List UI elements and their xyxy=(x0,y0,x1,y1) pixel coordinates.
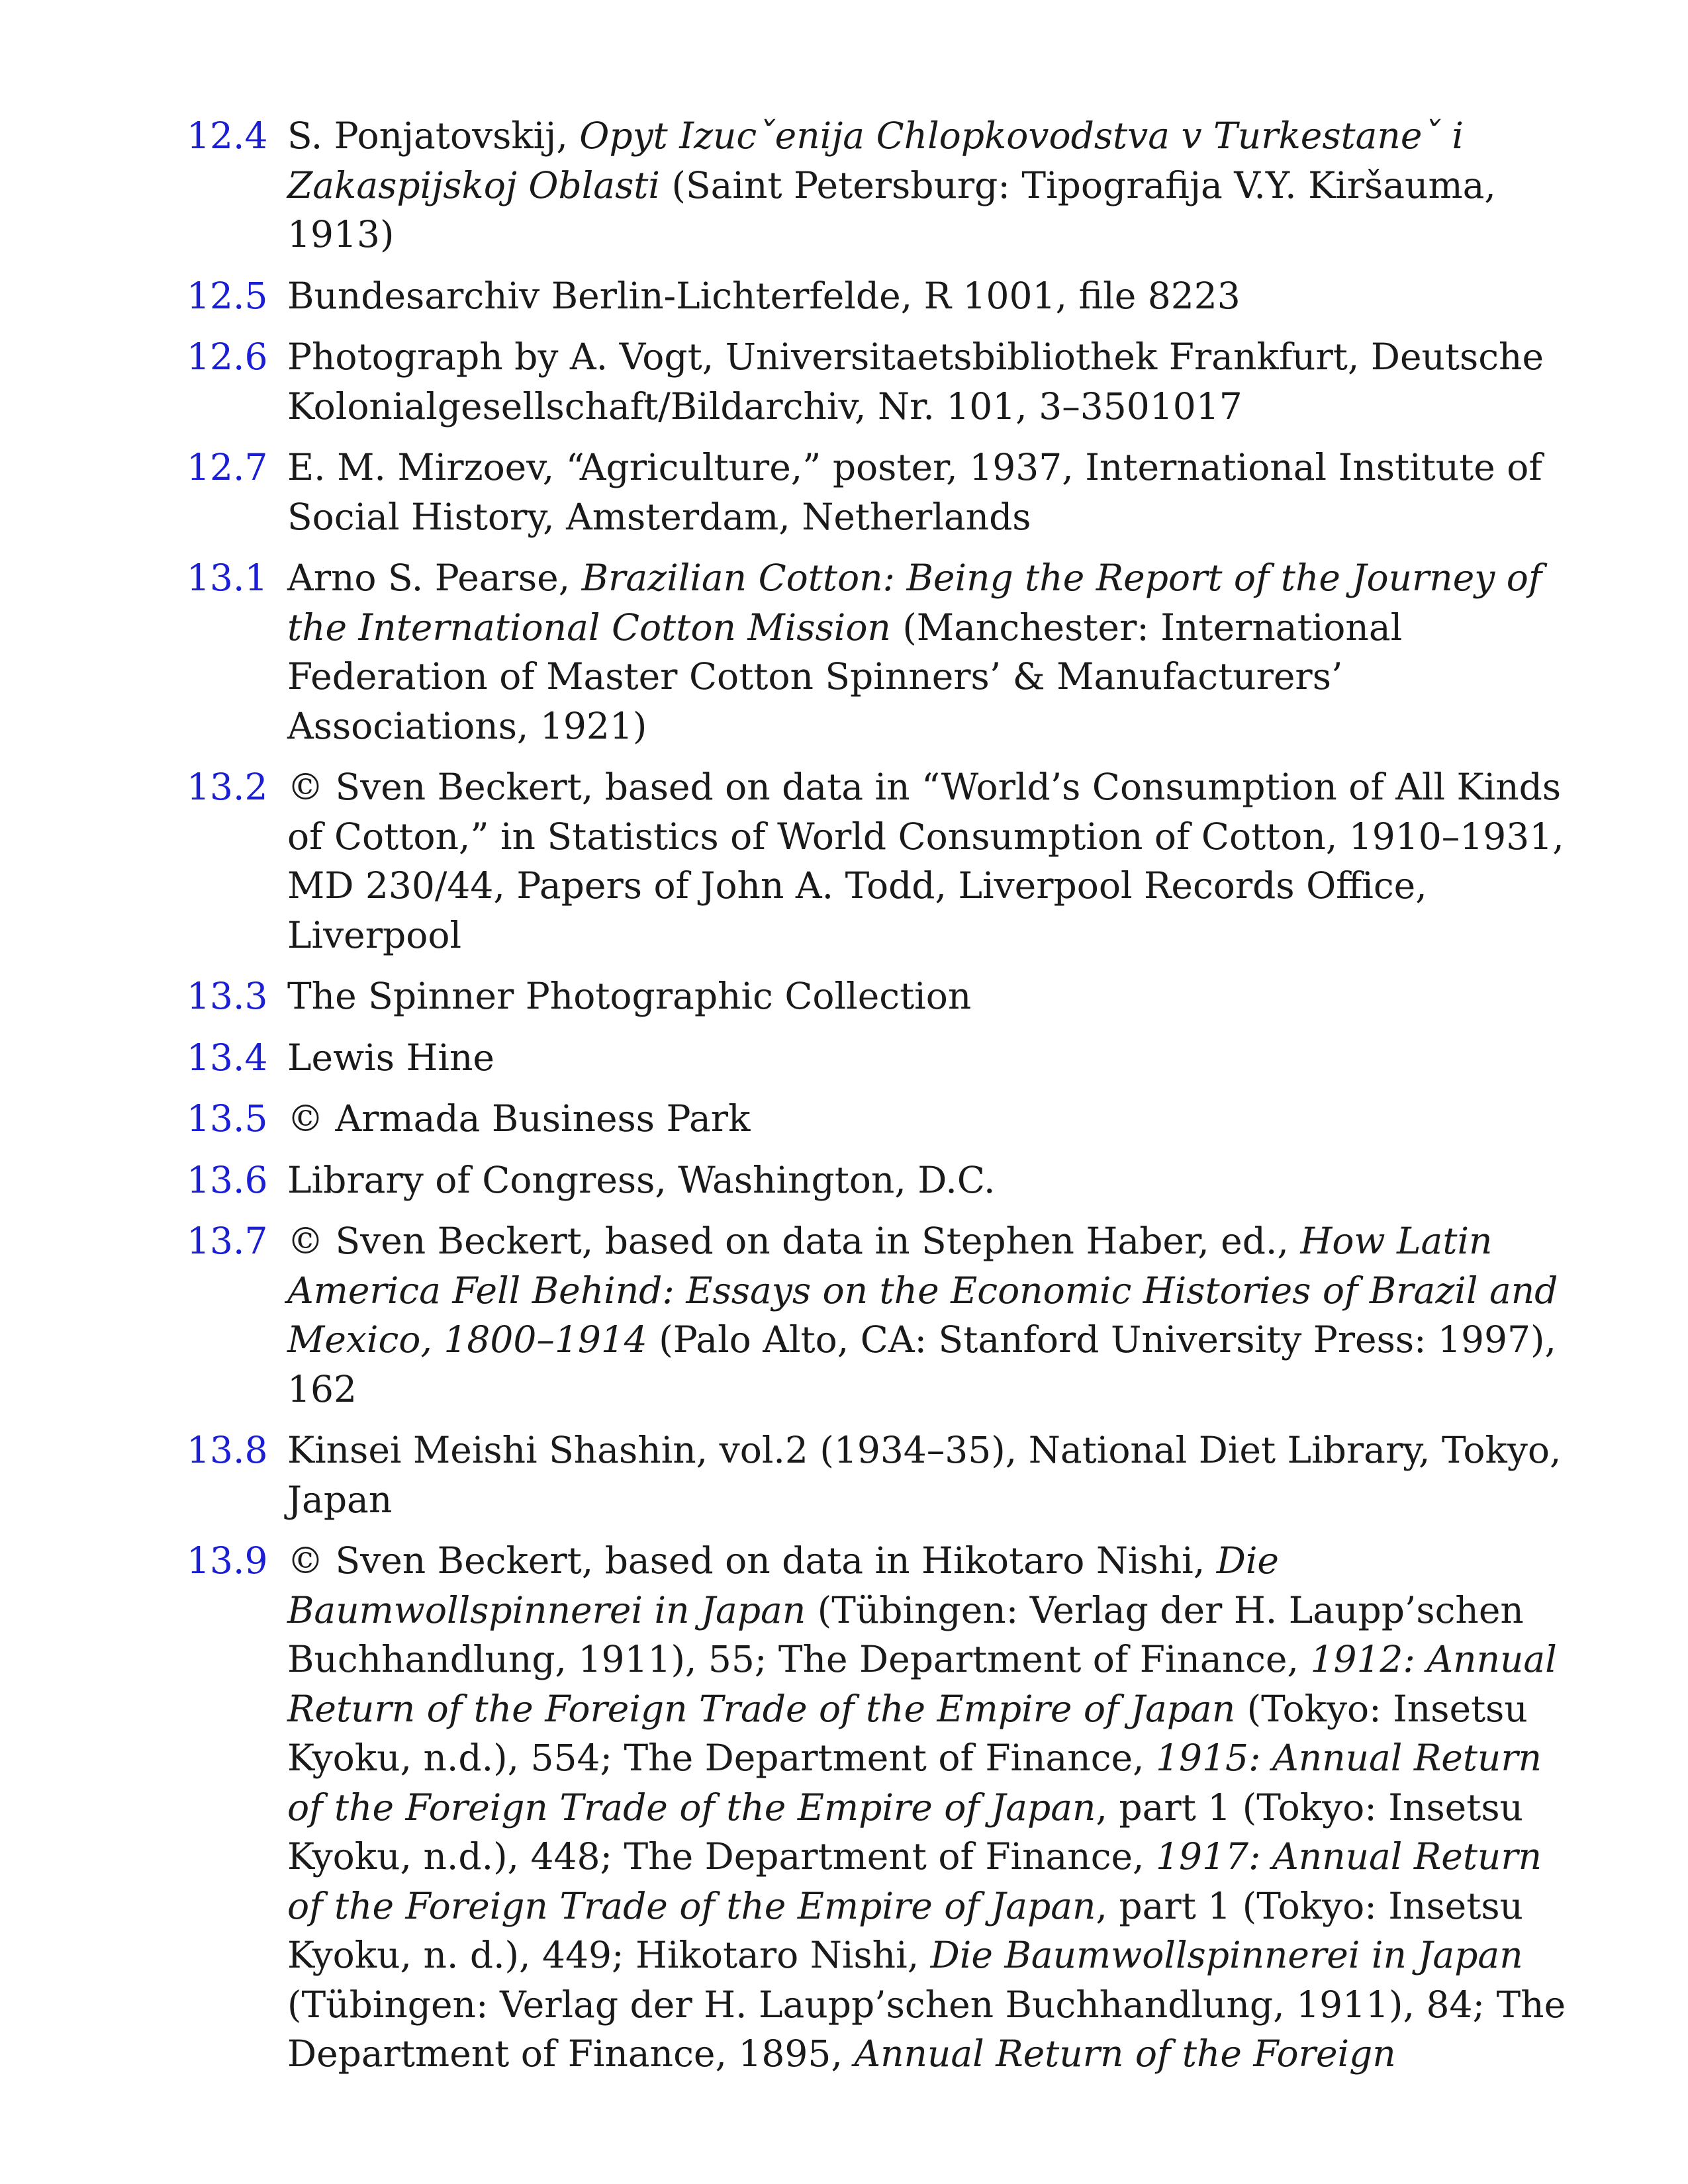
credit-text-segment: Lewis Hine xyxy=(287,1036,494,1079)
credit-text xyxy=(287,553,1570,751)
credit-entry xyxy=(187,972,1570,1021)
credit-text-segment: The Spinner Photographic Collection xyxy=(287,975,972,1017)
credit-text-segment: (Manchester: International Federation of Master Cotton Spinners’ & Manufacturers’ Associations, 1921) xyxy=(287,606,1403,747)
credit-entry xyxy=(187,1426,1570,1524)
credit-text xyxy=(287,762,1570,960)
figure-number-link[interactable]: 12.7 xyxy=(187,446,268,488)
credit-text-segment: Arno S. Pearse, xyxy=(287,557,582,599)
credit-text xyxy=(287,1536,1570,2079)
credit-text-segment: (Tokyo: Insetsu Kyoku, n.d.), 554; The Department of Finance, xyxy=(287,1687,1528,1779)
credit-text xyxy=(287,1094,1570,1144)
credit-text-segment: Kinsei Meishi Shashin, vol.2 (1934–35), National Diet Library, Tokyo, Japan xyxy=(287,1429,1562,1521)
credit-title-italic: Opyt Izucˇenija Chlopkovodstva v Turkestaneˇ i Zakaspijskoj Oblasti xyxy=(287,114,1464,206)
credit-text xyxy=(287,972,1570,1021)
credit-title-italic: 1912: Annual Return of the Foreign Trade of the Empire of Japan xyxy=(287,1638,1557,1730)
figure-number-link[interactable]: 12.4 xyxy=(187,114,268,157)
credit-text-segment: © Armada Business Park xyxy=(287,1097,751,1140)
credit-entry xyxy=(187,1033,1570,1083)
credit-text-segment: Bundesarchiv Berlin-Lichterfelde, R 1001, file 8223 xyxy=(287,274,1241,317)
credit-entry xyxy=(187,271,1570,321)
credit-text-segment: Library of Congress, Washington, D.C. xyxy=(287,1158,996,1201)
credit-title-italic: 1917: Annual Return of the Foreign Trade of the Empire of Japan xyxy=(287,1835,1542,1927)
credit-text xyxy=(287,1426,1570,1524)
credit-text-segment: © Sven Beckert, based on data in “World’s Consumption of All Kinds of Cotton,” in Statistics of World Consumption of Cotton, 1910–1931, MD 230/44, Papers of John A. Todd, Liverpool Records Office, Liverpool xyxy=(287,766,1564,956)
figure-number-link[interactable]: 13.7 xyxy=(187,1220,268,1262)
credit-title-italic: Brazilian Cotton: Being the Report of the Journey of the International Cotton Mission xyxy=(287,557,1542,649)
figure-number-link[interactable]: 13.6 xyxy=(187,1158,268,1201)
figure-number-link[interactable]: 13.2 xyxy=(187,766,268,808)
credit-entry xyxy=(187,332,1570,431)
credit-text-segment: (Saint Petersburg: Tipografija V.Y. Kiršauma, 1913) xyxy=(287,163,1496,255)
illustration-credits-list xyxy=(187,111,1570,2091)
credit-entry xyxy=(187,443,1570,541)
credit-entry xyxy=(187,111,1570,259)
credit-text-segment: © Sven Beckert, based on data in Hikotaro Nishi, xyxy=(287,1539,1217,1582)
credit-text-segment: S. Ponjatovskij, xyxy=(287,114,580,157)
credit-title-italic: 1915: Annual Return of the Foreign Trade of the Empire of Japan xyxy=(287,1737,1542,1829)
credit-entry xyxy=(187,762,1570,960)
credit-text-segment: Photograph by A. Vogt, Universitaetsbibliothek Frankfurt, Deutsche Kolonialgesellschaft/Bildarchiv, Nr. 101, 3–3501017 xyxy=(287,336,1544,428)
credit-text-segment: (Tübingen: Verlag der H. Laupp’schen Buchhandlung, 1911), 55; The Department of Finance, xyxy=(287,1588,1524,1680)
figure-number-link[interactable]: 13.5 xyxy=(187,1097,268,1140)
credit-text xyxy=(287,271,1570,321)
credit-title-italic: Annual Return of the Foreign xyxy=(854,2032,1396,2075)
figure-number-link[interactable]: 13.3 xyxy=(187,975,268,1017)
credit-title-italic: Die Baumwollspinnerei in Japan xyxy=(287,1539,1279,1631)
credit-text xyxy=(287,443,1570,541)
credit-text xyxy=(287,1156,1570,1205)
figure-number-link[interactable]: 13.1 xyxy=(187,557,268,599)
figure-number-link[interactable]: 13.4 xyxy=(187,1036,268,1079)
credit-text xyxy=(287,111,1570,259)
credit-text xyxy=(287,1033,1570,1083)
credit-text-segment: E. M. Mirzoev, “Agriculture,” poster, 1937, International Institute of Social History, Amsterdam, Netherlands xyxy=(287,446,1542,538)
credit-text-segment: , part 1 (Tokyo: Insetsu Kyoku, n.d.), 448; The Department of Finance, xyxy=(287,1786,1523,1878)
credit-text-segment: (Palo Alto, CA: Stanford University Press: 1997), 162 xyxy=(287,1318,1556,1410)
credit-entry xyxy=(187,1094,1570,1144)
credit-entry xyxy=(187,1216,1570,1414)
credit-title-italic: Die Baumwollspinnerei in Japan xyxy=(930,1934,1523,1976)
credit-text-segment: (Tübingen: Verlag der H. Laupp’schen Buchhandlung, 1911), 84; The Department of Finance, 1895, xyxy=(287,1983,1566,2075)
credit-entry xyxy=(187,1536,1570,2079)
credit-text xyxy=(287,1216,1570,1414)
figure-number-link[interactable]: 13.8 xyxy=(187,1429,268,1471)
credit-entry xyxy=(187,553,1570,751)
credit-title-italic: How Latin America Fell Behind: Essays on the Economic Histories of Brazil and Mexico, 1800–1914 xyxy=(287,1220,1558,1361)
figure-number-link[interactable]: 12.5 xyxy=(187,274,268,317)
credit-text xyxy=(287,332,1570,431)
figure-number-link[interactable]: 13.9 xyxy=(187,1539,268,1582)
credit-entry xyxy=(187,1156,1570,1205)
credit-text-segment: , part 1 (Tokyo: Insetsu Kyoku, n. d.), 449; Hikotaro Nishi, xyxy=(287,1884,1523,1976)
figure-number-link[interactable]: 12.6 xyxy=(187,336,268,378)
credit-text-segment: © Sven Beckert, based on data in Stephen Haber, ed., xyxy=(287,1220,1301,1262)
